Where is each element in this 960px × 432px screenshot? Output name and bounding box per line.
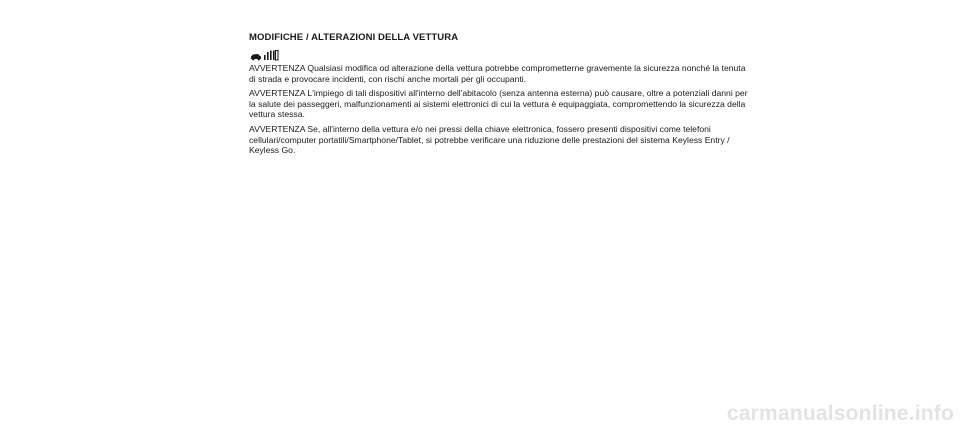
section-title: MODIFICHE / ALTERAZIONI DELLA VETTURA	[249, 32, 459, 43]
warning-paragraph-2: AVVERTENZA L'impiego di tali dispositivi all'interno dell'abitacolo (senza antenna esterna) può causare, oltre a potenziali danni per la salute dei passeggeri, malfunzionamenti ai sistemi elettronici di cui la vettura è equipaggiata, compromettendo la sicurezza della vettura stessa.	[249, 88, 748, 120]
warning-paragraph-3: AVVERTENZA Se, all'interno della vettura e/o nei pressi della chiave elettronica, fossero presenti dispositivi come telefoni cellulari/computer portatili/Smartphone/Tablet, si potrebbe verificare una riduzione delle prestazioni del sistema Keyless Entry / Keyless Go.	[249, 123, 730, 156]
warning-icon-row	[249, 50, 749, 61]
warning-paragraph-1: AVVERTENZA Qualsiasi modifica od alterazione della vettura potrebbe comprometterne gravemente la sicurezza nonché la tenuta di strada e provocare incidenti, con rischi anche mortali per gli occupanti.	[249, 63, 746, 84]
car-warning-icon	[249, 50, 279, 61]
watermark-text: carmanualsonline.info	[726, 402, 954, 425]
document-body	[249, 32, 749, 160]
